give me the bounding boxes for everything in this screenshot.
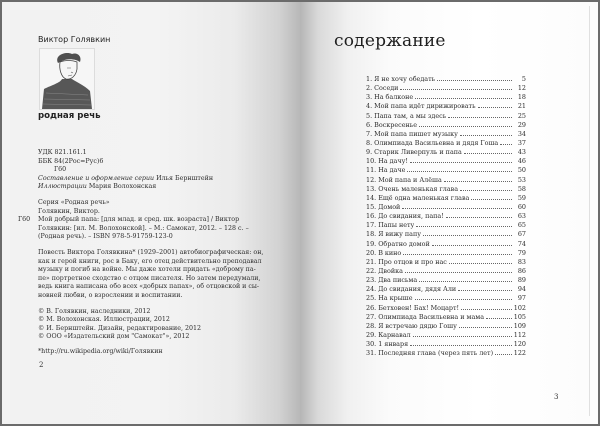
toc-entry-title: 16. До свидания, папа! <box>366 212 444 221</box>
book-spread <box>2 2 598 424</box>
toc-entry-page: 12 <box>517 84 526 93</box>
toc-entry-title: 6. Воскресенье <box>366 120 418 129</box>
toc-entry[interactable] <box>366 75 526 84</box>
toc-entry-page: 112 <box>513 330 526 339</box>
toc-dot-leader <box>407 170 512 172</box>
toc-entry[interactable] <box>366 230 526 239</box>
toc-entry-page: 63 <box>517 212 526 221</box>
toc-dot-leader <box>410 344 512 346</box>
toc-entry-page: 122 <box>513 349 526 358</box>
toc-entry-page: 5 <box>521 75 526 83</box>
toc-dot-leader <box>460 134 512 136</box>
catalog-code: Г60 <box>18 216 31 224</box>
bibliographic-line: Мой добрый папа: [для млад. и сред. шк. возраста] / Виктор <box>38 216 240 224</box>
toc-entry-page: 53 <box>517 175 526 184</box>
toc-entry-page: 18 <box>517 93 526 102</box>
toc-dot-leader <box>415 97 512 99</box>
abstract-line: ведь книга написана обо всех «добрых папах», об отцовской и сы- <box>38 283 260 291</box>
table-of-contents <box>366 75 526 358</box>
toc-dot-leader <box>458 289 512 291</box>
toc-entry-title: 1. Я не хочу обедать <box>366 75 436 83</box>
toc-entry-page: 58 <box>517 184 526 193</box>
bbk-author-mark: Г60 <box>54 166 67 174</box>
series-logo: родная речь <box>38 111 101 121</box>
toc-dot-leader <box>437 79 512 81</box>
toc-entry-title: 14. Ещё одна маленькая глава <box>366 193 470 202</box>
toc-entry[interactable] <box>366 157 526 166</box>
toc-entry-page: 65 <box>517 221 526 230</box>
toc-entry-page: 102 <box>513 303 526 312</box>
toc-entry-title: 31. Последняя глава (через пять лет) <box>366 349 494 358</box>
toc-entry[interactable] <box>366 194 526 203</box>
series-line: Серия «Родная речь» <box>38 198 110 206</box>
portrait-sketch-icon <box>40 49 94 109</box>
page-number-right: 3 <box>554 393 559 401</box>
toc-entry[interactable] <box>366 349 526 358</box>
left-page-content <box>18 35 294 370</box>
toc-entry[interactable] <box>366 203 526 212</box>
toc-entry-page: 105 <box>513 312 526 321</box>
toc-entry[interactable] <box>366 93 526 102</box>
toc-entry-page: 67 <box>517 230 526 239</box>
toc-entry-title: 28. Я встречаю дядю Гошу <box>366 321 457 330</box>
toc-entry[interactable] <box>366 304 526 313</box>
credit-illustrations <box>38 183 294 192</box>
toc-entry[interactable] <box>366 84 526 93</box>
toc-dot-leader <box>413 335 512 337</box>
toc-entry-title: 17. Папы нету <box>366 221 415 230</box>
toc-dot-leader <box>419 280 512 282</box>
toc-entry[interactable] <box>366 176 526 185</box>
copyright-line: © В. Голявкин, наследники, 2012 <box>38 307 151 315</box>
toc-entry[interactable] <box>366 276 526 285</box>
toc-dot-leader <box>449 262 512 264</box>
credit-person: Илья Бернштейн <box>156 174 214 182</box>
toc-entry-title: 25. На крыше <box>366 294 413 303</box>
toc-entry-title: 12. Мой папа и Алёша <box>366 175 442 184</box>
toc-entry-page: 89 <box>517 276 526 285</box>
toc-dot-leader <box>459 326 512 328</box>
toc-dot-leader <box>448 116 512 118</box>
credit-series-design <box>38 175 294 184</box>
toc-entry-page: 25 <box>517 111 526 120</box>
toc-entry-page: 46 <box>517 157 526 166</box>
credit-role: Составление и оформление серии <box>38 174 155 182</box>
classification-block <box>38 149 294 192</box>
toc-dot-leader <box>500 143 512 145</box>
toc-dot-leader <box>464 152 512 154</box>
toc-entry[interactable] <box>366 267 526 276</box>
page-edge-divider <box>589 6 590 416</box>
toc-entry-title: 29. Карнавал <box>366 330 411 339</box>
toc-entry-title: 11. На даче <box>366 166 406 175</box>
bibliographic-line: (Родная речь). – ISBN 978-5-91759-123-0 <box>38 233 173 241</box>
toc-entry-title: 19. Обратно домой <box>366 239 430 248</box>
credit-person: Мария Волохонская <box>88 183 157 191</box>
toc-dot-leader <box>471 198 512 200</box>
toc-entry[interactable] <box>366 221 526 230</box>
bbk-code: ББК 84(2Рос=Рус)6 <box>38 157 104 165</box>
toc-dot-leader <box>402 207 512 209</box>
toc-entry-page: 60 <box>517 202 526 211</box>
catalog-code-column <box>18 199 38 242</box>
toc-dot-leader <box>410 161 512 163</box>
right-page <box>300 2 598 424</box>
toc-entry-title: 27. Олимпиада Васильевна и мама <box>366 312 485 321</box>
toc-dot-leader <box>444 180 512 182</box>
toc-entry[interactable] <box>366 130 526 139</box>
abstract-line: новней любви, о взрослении и воспитании. <box>38 291 183 299</box>
toc-entry[interactable] <box>366 258 526 267</box>
toc-entry-title: 26. Бетховен! Бах! Моцарт! <box>366 303 460 312</box>
toc-entry-title: 30. 1 января <box>366 340 409 349</box>
toc-entry-title: 18. Я вижу папу <box>366 230 422 239</box>
page-number-left: 2 <box>39 361 44 370</box>
toc-entry-title: 8. Олимпиада Васильевна и дядя Гоша <box>366 138 499 147</box>
bibliographic-line: Голявкин: [ил. М. Волохонской]. – М.: Самокат, 2012. – 128 с. – <box>38 224 249 232</box>
toc-entry-page: 94 <box>517 285 526 294</box>
toc-entry-title: 3. На балконе <box>366 93 414 102</box>
toc-dot-leader <box>423 234 512 236</box>
toc-entry-title: 23. Два письма <box>366 276 418 285</box>
toc-entry-title: 5. Папа там, а мы здесь <box>366 111 447 120</box>
toc-entry[interactable] <box>366 313 526 322</box>
toc-entry[interactable] <box>366 285 526 294</box>
abstract <box>38 249 294 301</box>
toc-entry[interactable] <box>366 139 526 148</box>
toc-entry[interactable] <box>366 294 526 303</box>
toc-entry[interactable] <box>366 340 526 349</box>
toc-entry[interactable] <box>366 121 526 130</box>
toc-entry-page: 83 <box>517 257 526 266</box>
copyright-line: © ООО «Издательский дом "Самокат"», 2012 <box>38 333 190 341</box>
toc-dot-leader <box>495 353 512 355</box>
toc-dot-leader <box>432 244 512 246</box>
toc-entry-page: 109 <box>513 321 526 330</box>
credit-role: Иллюстрации <box>38 183 87 191</box>
toc-entry-title: 9. Старик Ливерпуль и папа <box>366 148 462 157</box>
toc-entry[interactable] <box>366 240 526 249</box>
toc-dot-leader <box>403 253 512 255</box>
bibliographic-record <box>18 199 294 242</box>
toc-dot-leader <box>415 298 512 300</box>
toc-entry-page: 97 <box>517 294 526 303</box>
author-portrait-illustration <box>39 48 95 110</box>
toc-dot-leader <box>461 308 512 310</box>
abstract-line: музыку и погиб на войне. Мы даже хотели придать «доброму па- <box>38 266 256 274</box>
toc-entry-page: 43 <box>517 148 526 157</box>
toc-entry-title: 7. Мой папа пишет музыку <box>366 129 458 138</box>
toc-entry-title: 4. Мой папа идёт дирижировать <box>366 102 476 111</box>
toc-dot-leader <box>460 189 512 191</box>
abstract-line: пе» портретное сходство с отцом писателя. Но затем передумали, <box>38 274 261 282</box>
toc-entry-page: 79 <box>517 248 526 257</box>
toc-entry-page: 29 <box>517 120 526 129</box>
toc-entry-title: 20. В кино <box>366 248 402 257</box>
toc-dot-leader <box>486 317 512 319</box>
toc-entry-title: 21. Про отцов и про нас <box>366 257 447 266</box>
toc-entry[interactable] <box>366 102 526 111</box>
toc-dot-leader <box>405 271 512 273</box>
copyright-line: © И. Бернштейн. Дизайн, редактирование, 2012 <box>38 324 202 332</box>
toc-dot-leader <box>478 106 512 108</box>
copyright-line: © М. Волохонская. Иллюстрации, 2012 <box>38 316 170 324</box>
udk-code: УДК 821.161.1 <box>38 149 87 156</box>
toc-entry[interactable] <box>366 322 526 331</box>
toc-entry-page: 21 <box>517 102 526 111</box>
toc-dot-leader <box>446 216 512 218</box>
toc-entry-title: 22. Двойка <box>366 266 403 275</box>
toc-entry[interactable] <box>366 148 526 157</box>
toc-dot-leader <box>400 88 512 90</box>
copyright-block <box>38 308 294 342</box>
toc-entry[interactable] <box>366 112 526 121</box>
toc-dot-leader <box>416 225 512 227</box>
author-entry: Голявкин, Виктор. <box>38 207 100 215</box>
toc-entry-page: 50 <box>517 166 526 175</box>
toc-entry-page: 37 <box>517 138 526 147</box>
toc-entry-page: 74 <box>517 239 526 248</box>
toc-entry-page: 86 <box>517 266 526 275</box>
toc-entry[interactable] <box>366 166 526 175</box>
toc-entry-title: 10. На дачу! <box>366 157 408 166</box>
toc-entry-page: 59 <box>517 193 526 202</box>
abstract-line: как и герой книги, рос в Баку, его отец действительно преподавал <box>38 257 262 265</box>
toc-entry-title: 2. Соседи <box>366 84 399 93</box>
toc-entry[interactable] <box>366 185 526 194</box>
toc-entry-title: 24. До свидания, дядя Али <box>366 285 457 294</box>
toc-entry[interactable] <box>366 212 526 221</box>
author-name: Виктор Голявкин <box>38 35 111 44</box>
toc-entry[interactable] <box>366 249 526 258</box>
bibliographic-text <box>38 199 294 242</box>
abstract-line: Повесть Виктора Голявкина* (1929–2001) автобиографическая: он, <box>38 248 264 256</box>
footnote: *http://ru.wikipedia.org/wiki/Голявкин <box>38 347 163 355</box>
left-page <box>2 2 300 424</box>
toc-entry-title: 13. Очень маленькая глава <box>366 184 459 193</box>
toc-dot-leader <box>419 125 512 127</box>
toc-title: содержание <box>334 31 446 51</box>
toc-entry-title: 15. Домой <box>366 202 401 211</box>
toc-entry[interactable] <box>366 331 526 340</box>
toc-entry-page: 34 <box>517 129 526 138</box>
toc-entry-page: 120 <box>513 340 526 349</box>
